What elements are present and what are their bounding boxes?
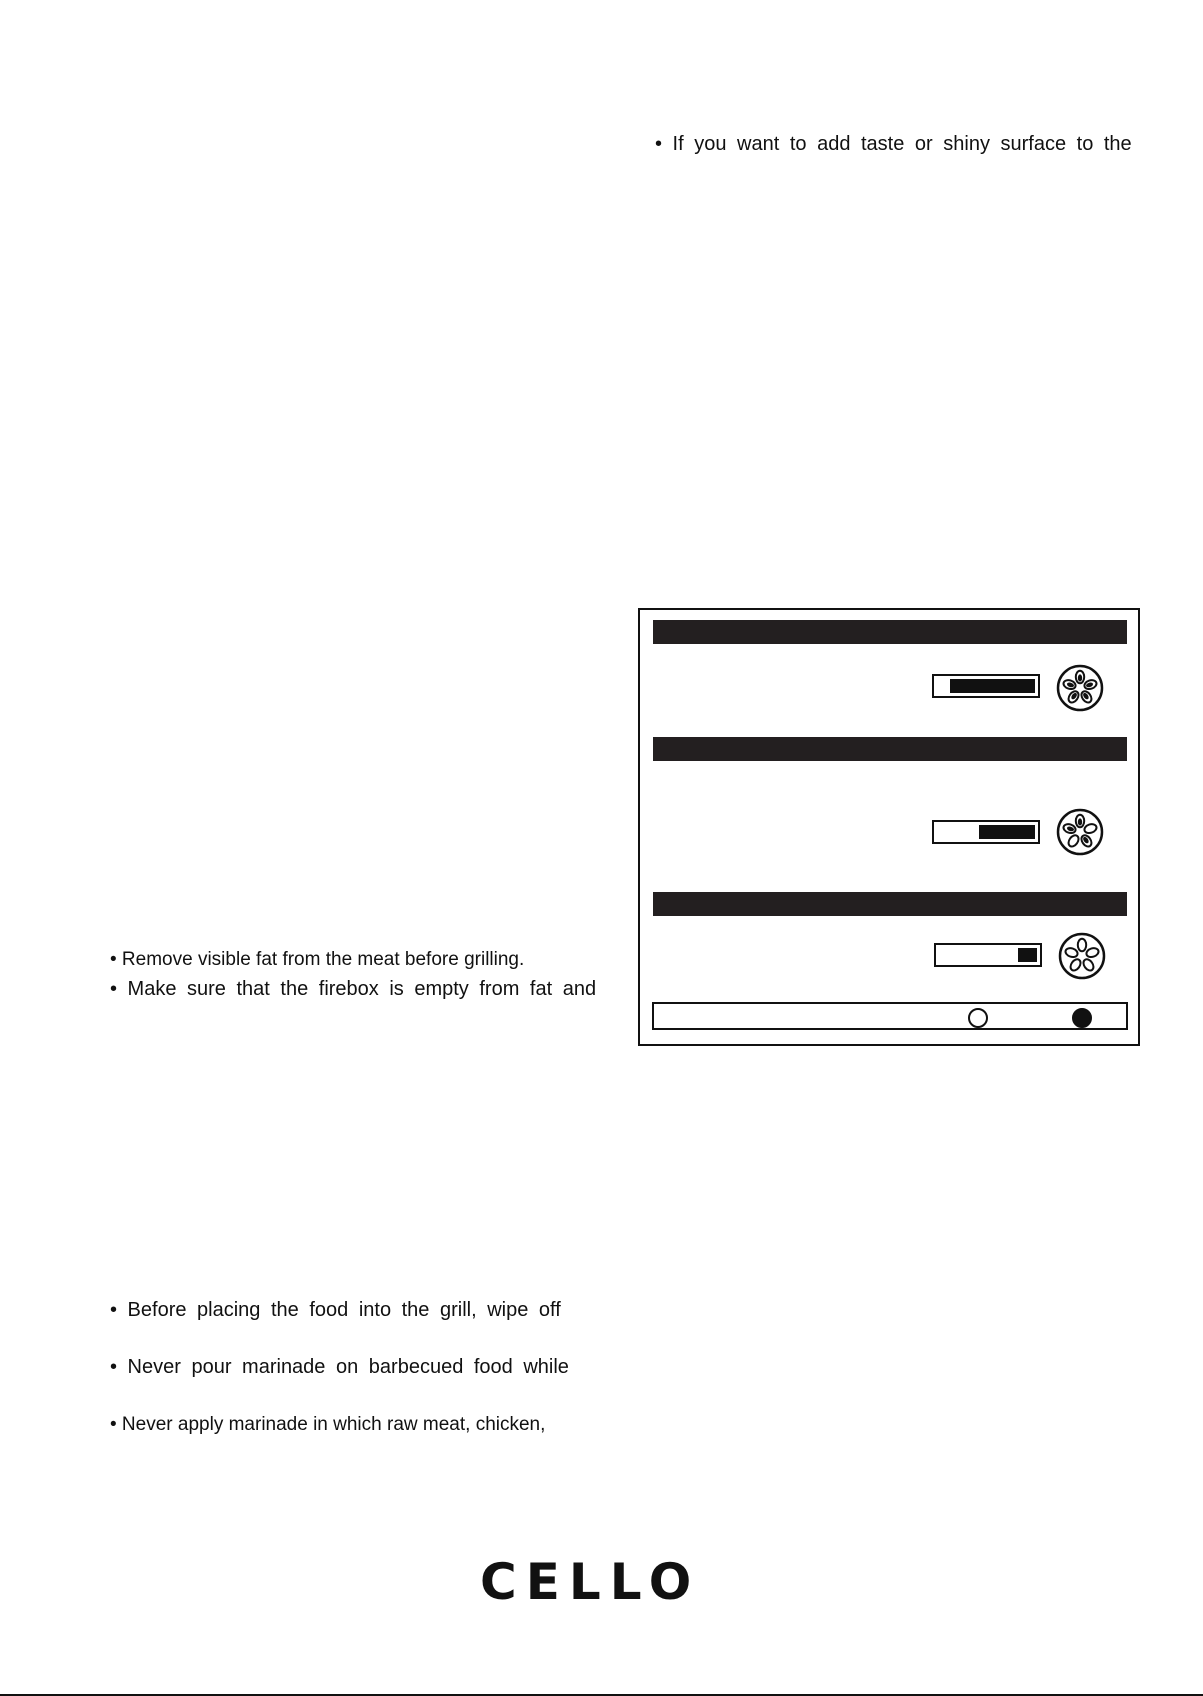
tip-empty-firebox: • Make sure that the firebox is empty from fat and <box>110 978 597 1000</box>
tip-never-pour-marinade: • Never pour marinade on barbecued food while <box>110 1356 569 1378</box>
tip-never-apply-marinade: • Never apply marinade in which raw meat, chicken, <box>110 1414 546 1435</box>
heat-level-bar-3 <box>934 943 1042 967</box>
panel-header-band-2 <box>653 737 1127 761</box>
heat-level-bar-2 <box>932 820 1040 844</box>
burner-icon-2 <box>1056 808 1104 856</box>
tip-add-taste: • If you want to add taste or shiny surface to the <box>655 133 1132 155</box>
tip-remove-fat: • Remove visible fat from the meat before grilling. <box>110 949 525 970</box>
burner-icon-3 <box>1058 932 1106 980</box>
tip-wipe-off: • Before placing the food into the grill, wipe off <box>110 1299 561 1321</box>
heat-level-fill-2 <box>979 825 1035 839</box>
switch-on-indicator <box>1072 1008 1092 1028</box>
switch-off-indicator <box>968 1008 988 1028</box>
brand-logo: CELLO <box>480 1553 701 1611</box>
grill-control-panel <box>638 608 1140 1046</box>
burner-icon-1 <box>1056 664 1104 712</box>
panel-header-band-1 <box>653 620 1127 644</box>
heat-level-fill-3 <box>1018 948 1037 962</box>
heat-level-bar-1 <box>932 674 1040 698</box>
power-switch-strip <box>652 1002 1128 1030</box>
heat-level-fill-1 <box>950 679 1035 693</box>
panel-header-band-3 <box>653 892 1127 916</box>
